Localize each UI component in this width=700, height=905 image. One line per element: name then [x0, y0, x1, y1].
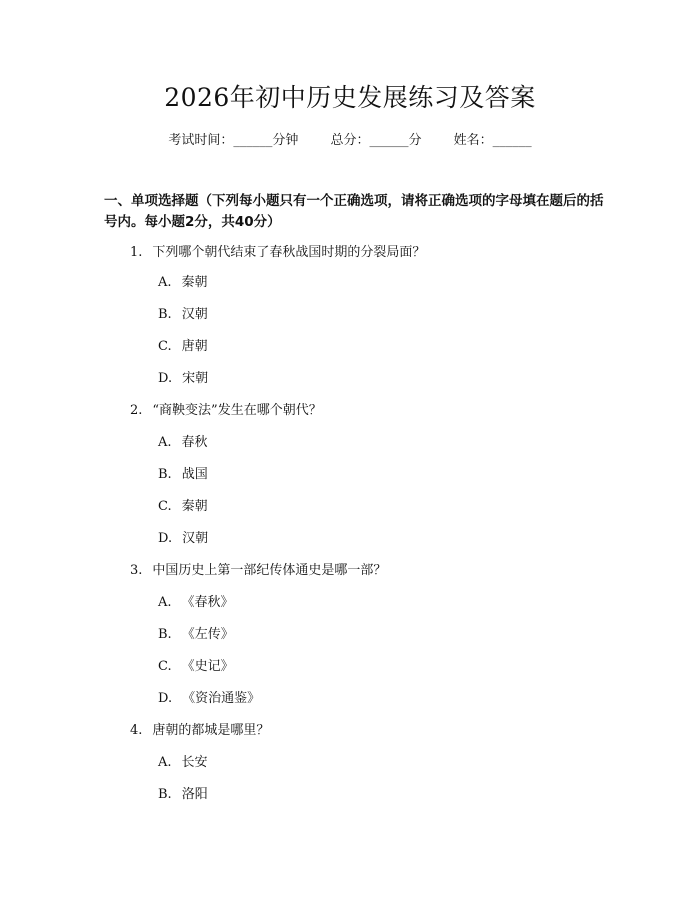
option-letter: C. [158, 659, 172, 674]
question-3-option-a [158, 593, 234, 613]
option-text: 《左传》 [181, 627, 234, 642]
question-2-option-a [158, 433, 208, 453]
option-text: 汉朝 [181, 307, 208, 322]
option-letter: D. [158, 371, 173, 386]
question-number: 3. [130, 563, 143, 578]
option-text: 洛阳 [181, 787, 208, 802]
question-text: “商鞅变法”发生在哪个朝代？ [152, 403, 322, 418]
question-4-option-a [158, 753, 208, 773]
question-3-option-b [158, 625, 234, 645]
option-text: 战国 [181, 467, 208, 482]
question-3-option-d [158, 689, 260, 709]
question-number: 4. [130, 723, 143, 738]
option-letter: B. [158, 627, 172, 642]
question-1-option-a [158, 273, 208, 293]
option-letter: B. [158, 307, 172, 322]
option-text: 秦朝 [181, 499, 208, 514]
option-letter: B. [158, 787, 172, 802]
question-2-option-d [158, 529, 208, 549]
question-number: 1. [130, 245, 143, 260]
option-text: 长安 [181, 755, 208, 770]
question-text: 唐朝的都城是哪里？ [152, 723, 270, 738]
option-text: 《春秋》 [181, 595, 234, 610]
section-heading-single-choice: 一、单项选择题（下列每小题只有一个正确选项，请将正确选项的字母填在题后的括号内。每小题2分，共40分） [104, 193, 604, 230]
option-letter: C. [158, 499, 172, 514]
option-letter: A. [158, 595, 172, 610]
question-1 [130, 243, 425, 263]
option-letter: D. [158, 531, 173, 546]
total-score-field: 总分：______分 [330, 133, 422, 148]
option-text: 秦朝 [181, 275, 208, 290]
option-text: 《资治通鉴》 [182, 691, 261, 706]
question-text: 下列哪个朝代结束了春秋战国时期的分裂局面？ [152, 245, 426, 260]
question-text: 中国历史上第一部纪传体通史是哪一部？ [152, 563, 387, 578]
exam-time-field: 考试时间：______分钟 [168, 133, 299, 148]
option-text: 春秋 [181, 435, 208, 450]
option-letter: D. [158, 691, 173, 706]
option-text: 宋朝 [182, 371, 209, 386]
question-1-option-b [158, 305, 208, 325]
question-3-option-c [158, 657, 234, 677]
option-text: 汉朝 [182, 531, 209, 546]
question-4-option-b [158, 785, 208, 805]
option-letter: A. [158, 275, 172, 290]
question-3 [130, 561, 386, 581]
question-1-option-d [158, 369, 208, 389]
option-text: 《史记》 [181, 659, 234, 674]
question-2-option-c [158, 497, 208, 517]
question-1-option-c [158, 337, 208, 357]
question-2-option-b [158, 465, 208, 485]
option-letter: C. [158, 339, 172, 354]
option-letter: A. [158, 435, 172, 450]
document-title: 2026年初中历史发展练习及答案 [164, 83, 536, 112]
option-text: 唐朝 [181, 339, 208, 354]
question-4 [130, 721, 269, 741]
name-field: 姓名：______ [453, 133, 532, 148]
option-letter: B. [158, 467, 172, 482]
question-2 [130, 401, 322, 421]
option-letter: A. [158, 755, 172, 770]
question-number: 2. [130, 403, 143, 418]
exam-info [0, 131, 700, 151]
